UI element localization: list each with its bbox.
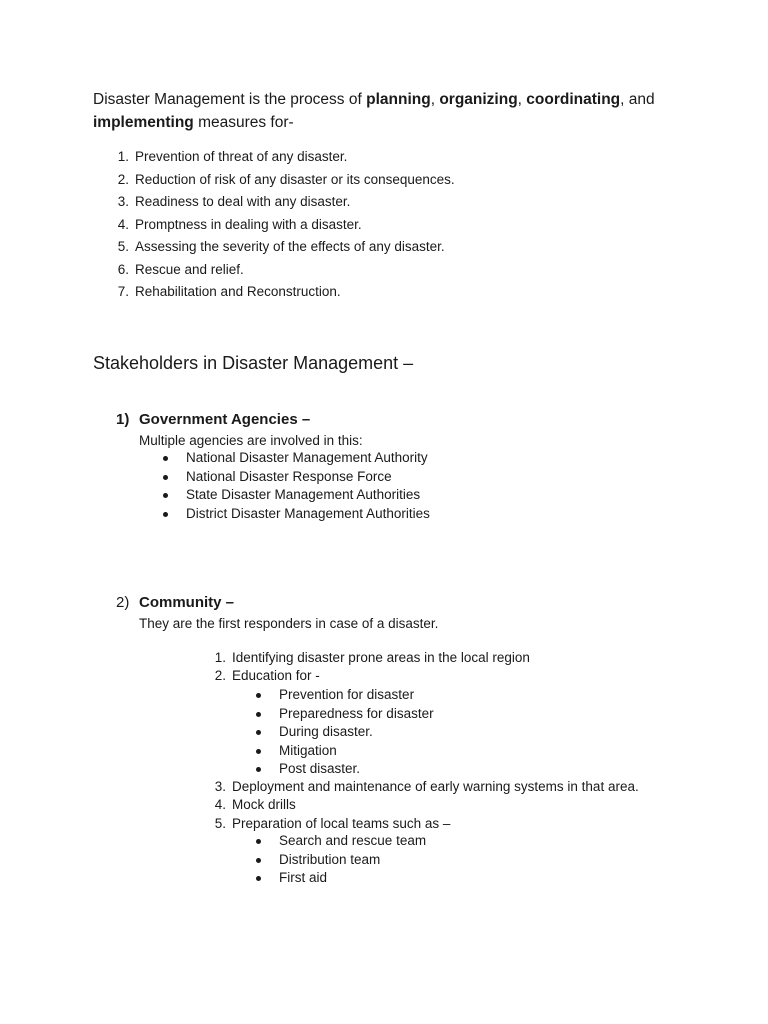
community-intro: They are the first responders in case of a disaster. [139,616,439,631]
item-text: Prevention of threat of any disaster. [135,149,348,164]
intro-text-4: , and [620,91,655,108]
item-text: Distribution team [279,851,381,867]
bullet-icon [163,512,168,517]
item-text: First aid [279,870,328,886]
item-number: 4. [117,216,129,232]
item-number: 2. [214,668,226,684]
bullet-icon [256,693,261,698]
intro-text-2: , [430,91,440,108]
item-number: 2. [117,171,129,187]
bullet-icon [256,767,261,772]
intro-bold-coordinating: coordinating [526,91,621,108]
intro-bold-planning: planning [366,91,431,108]
item-text: District Disaster Management Authorities [186,505,430,521]
intro-text-5: measures for- [193,114,294,131]
intro-bold-organizing: organizing [439,91,518,108]
bullet-icon [256,749,261,754]
bullet-icon [256,839,261,844]
item-text: Post disaster. [279,761,361,777]
government-title: Government Agencies – [139,411,311,428]
intro-bold-implementing: implementing [93,114,194,131]
community-title: Community – [139,594,235,611]
community-marker: 2) [116,594,130,611]
item-text: Deployment and maintenance of early warning systems in that area. [232,779,639,794]
item-text: National Disaster Response Force [186,468,392,484]
bullet-icon [256,876,261,881]
item-text: Mitigation [279,742,337,758]
government-marker: 1) [116,411,130,428]
item-text: National Disaster Management Authority [186,450,428,465]
intro-paragraph [93,88,693,134]
bullet-icon [256,858,261,863]
item-text: Identifying disaster prone areas in the local region [232,650,530,665]
bullet-icon [163,475,168,480]
item-text: Rehabilitation and Reconstruction. [135,284,341,299]
item-number: 4. [214,797,226,813]
item-text: State Disaster Management Authorities [186,487,421,503]
item-text: Prevention for disaster [279,687,415,702]
item-text: Mock drills [232,797,296,813]
item-text: During disaster. [279,724,373,740]
item-number: 3. [214,779,226,794]
item-number: 7. [117,284,129,299]
item-number: 5. [117,239,129,254]
item-text: Preparation of local teams such as – [232,815,451,831]
government-intro: Multiple agencies are involved in this: [139,433,363,448]
item-number: 3. [117,194,129,209]
intro-text-3: , [517,91,527,108]
item-text: Search and rescue team [279,833,427,848]
item-text: Preparedness for disaster [279,705,434,721]
bullet-icon [163,493,168,498]
item-number: 6. [117,261,129,277]
item-number: 1. [214,650,226,665]
bullet-icon [256,730,261,735]
item-number: 5. [214,815,226,831]
item-text: Assessing the severity of the effects of any disaster. [135,239,445,254]
item-text: Education for - [232,668,320,684]
item-text: Readiness to deal with any disaster. [135,194,351,209]
item-text: Promptness in dealing with a disaster. [135,216,362,232]
item-text: Reduction of risk of any disaster or its consequences. [135,171,455,187]
item-number: 1. [117,149,129,164]
intro-text-1: Disaster Management is the process of [93,91,367,108]
bullet-icon [256,712,261,717]
bullet-icon [163,456,168,461]
item-text: Rescue and relief. [135,261,244,277]
stakeholders-heading: Stakeholders in Disaster Management – [93,353,414,373]
